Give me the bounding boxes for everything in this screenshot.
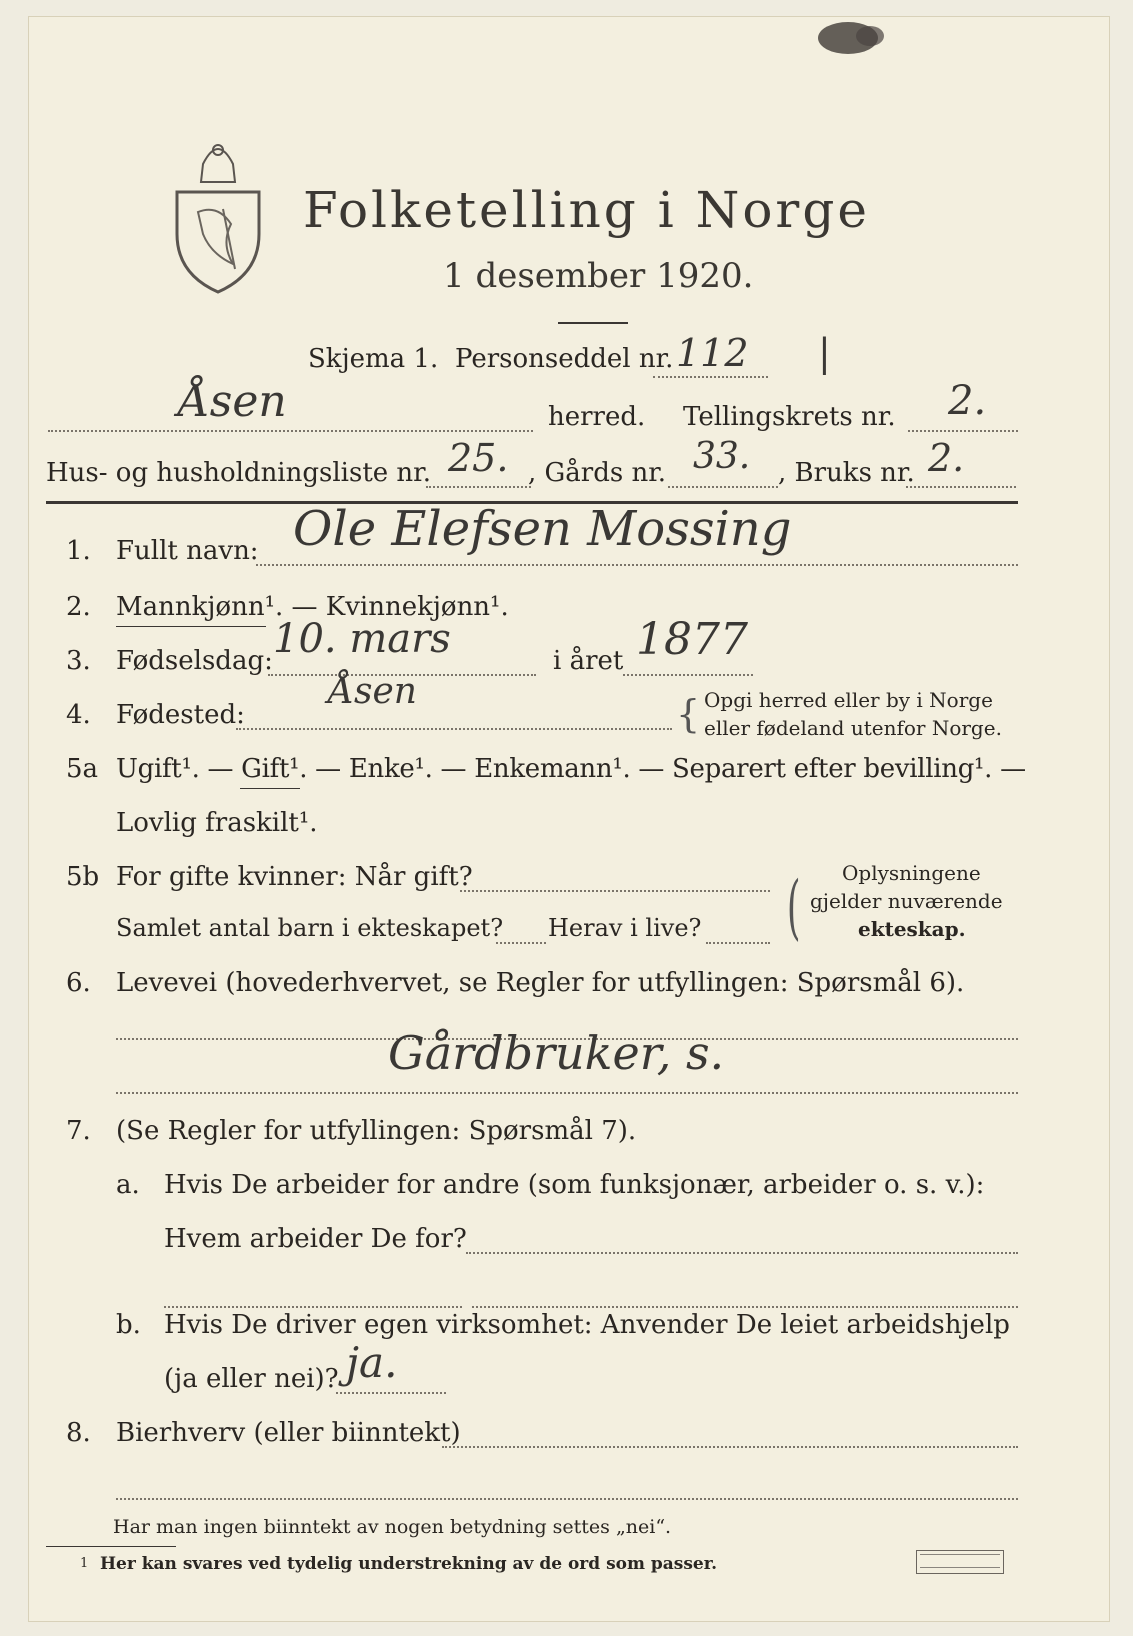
hus-line — [426, 486, 531, 488]
q5b-children-line — [496, 942, 546, 944]
personseddel-line — [653, 376, 768, 378]
q7a-letter: a. — [116, 1170, 140, 1200]
q4-brace: { — [676, 692, 701, 736]
coat-of-arms-icon — [173, 134, 263, 294]
q6-value: Gårdbruker, s. — [388, 1026, 725, 1080]
q4-label: Fødested: — [116, 700, 245, 730]
q3-number: 3. — [66, 646, 91, 676]
q6-line2 — [116, 1092, 1018, 1094]
q4-note-line1: Opgi herred eller by i Norge — [704, 688, 993, 712]
q7b-line2: (ja eller nei)? — [164, 1364, 339, 1394]
q1-line — [256, 564, 1018, 566]
tellingskrets-line — [908, 430, 1018, 432]
q3-day-value: 10. mars — [273, 616, 451, 662]
q5b-brace: ( — [786, 866, 801, 948]
footnote-rule — [46, 1546, 176, 1547]
q5b-number: 5b — [66, 862, 100, 892]
q7b-letter: b. — [116, 1310, 141, 1340]
q3-label: Fødselsdag: — [116, 646, 273, 676]
form-date: 1 desember 1920. — [443, 256, 754, 296]
footnote-text: Her kan svares ved tydelig understrekning av de ord som passer. — [100, 1554, 718, 1574]
footnote-number: 1 — [80, 1556, 89, 1571]
hus-value: 25. — [448, 436, 509, 480]
q3-year-value: 1877 — [636, 614, 748, 665]
q8-label: Bierhverv (eller biinntekt) — [116, 1418, 461, 1448]
personseddel-label: Personseddel nr. — [455, 344, 674, 374]
q2-underline — [116, 626, 266, 627]
herred-label: herred. — [548, 402, 646, 432]
q6-number: 6. — [66, 968, 91, 998]
q8-number: 8. — [66, 1418, 91, 1448]
q7-number: 7. — [66, 1116, 91, 1146]
q8-line1 — [442, 1446, 1018, 1448]
census-form — [28, 16, 1110, 1622]
q3-year-label: i året — [553, 646, 624, 676]
q5b-label2: Samlet antal barn i ekteskapet? — [116, 914, 504, 942]
gards-line — [668, 486, 778, 488]
ink-stain-small — [856, 26, 884, 46]
q7a-extra-line-left — [164, 1306, 462, 1308]
personseddel-mark: | — [818, 331, 831, 375]
bruks-value: 2. — [928, 436, 965, 480]
bruks-line — [906, 486, 1016, 488]
q5b-label3: Herav i live? — [548, 914, 702, 942]
q5b-note-line1: Oplysningene — [842, 861, 981, 885]
q5b-when-line — [460, 890, 770, 892]
q3-year-line — [623, 674, 753, 676]
q4-value: Åsen — [328, 671, 417, 712]
herred-value: Åsen — [178, 376, 287, 427]
skjema-label: Skjema 1. — [308, 344, 439, 374]
q6-label: Levevei (hovederhvervet, se Regler for utfyllingen: Spørsmål 6). — [116, 968, 965, 998]
gards-value: 33. — [693, 436, 751, 477]
q7a-line — [466, 1252, 1018, 1254]
q2-number: 2. — [66, 592, 91, 622]
hus-label: Hus- og husholdningsliste nr. — [46, 458, 432, 488]
q1-number: 1. — [66, 536, 91, 566]
printer-stamp — [916, 1550, 1004, 1574]
q5b-note-line3: ekteskap. — [858, 917, 966, 941]
q1-label: Fullt navn: — [116, 536, 259, 566]
q7a-line2: Hvem arbeider De for? — [164, 1224, 467, 1254]
q7b-line1: Hvis De driver egen virksomhet: Anvender De leiet arbeidshjelp — [164, 1310, 1010, 1340]
q7-label: (Se Regler for utfyllingen: Spørsmål 7). — [116, 1116, 637, 1146]
q5a-line1: Ugift¹. — Gift¹. — Enke¹. — Enkemann¹. — Separert efter bevilling¹. — — [116, 754, 1026, 784]
q5b-alive-line — [706, 942, 770, 944]
q5a-line2: Lovlig fraskilt¹. — [116, 808, 318, 838]
herred-line — [48, 430, 533, 432]
tellingskrets-value: 2. — [948, 378, 987, 424]
q5b-note-line2: gjelder nuværende — [810, 889, 1003, 913]
q7b-line — [336, 1392, 446, 1394]
q1-value: Ole Elefsen Mossing — [293, 501, 792, 557]
q4-number: 4. — [66, 700, 91, 730]
q5b-label1: For gifte kvinner: Når gift? — [116, 862, 473, 892]
q5a-number: 5a — [66, 754, 99, 784]
q4-note-line2: eller fødeland utenfor Norge. — [704, 716, 1002, 740]
q8-line2 — [116, 1498, 1018, 1500]
bruks-label: , Bruks nr. — [778, 458, 915, 488]
footer-note: Har man ingen biinntekt av nogen betydning settes „nei“. — [113, 1516, 672, 1538]
gards-label: , Gårds nr. — [528, 458, 667, 488]
form-title: Folketelling i Norge — [303, 181, 870, 239]
q7b-value: ja. — [346, 1338, 398, 1387]
q4-line — [236, 728, 672, 730]
q2-label: Mannkjønn¹. — Kvinnekjønn¹. — [116, 592, 509, 622]
title-rule — [558, 322, 628, 324]
q5a-underline-gift — [240, 788, 300, 789]
q7a-line1: Hvis De arbeider for andre (som funksjonær, arbeider o. s. v.): — [164, 1170, 985, 1200]
tellingskrets-label: Tellingskrets nr. — [683, 402, 896, 432]
personseddel-value: 112 — [676, 331, 749, 375]
q7a-extra-line-right — [472, 1306, 1018, 1308]
